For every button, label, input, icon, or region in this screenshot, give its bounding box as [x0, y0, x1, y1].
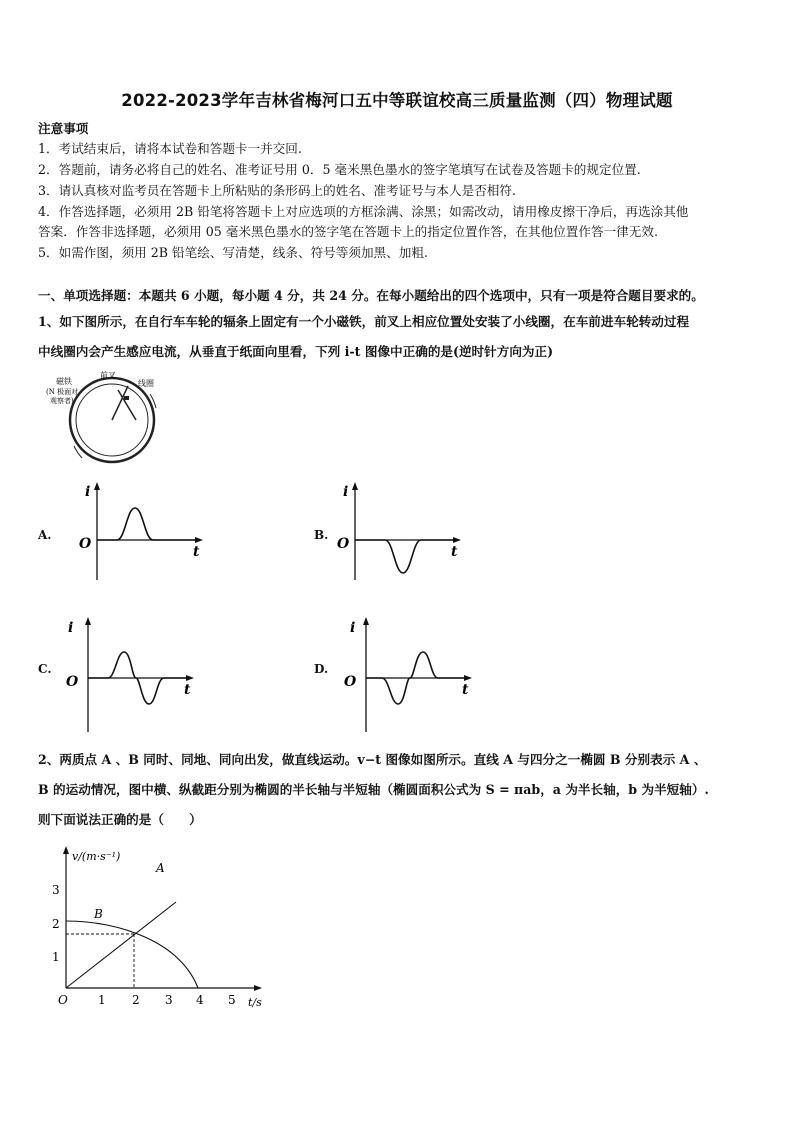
question-2-line1: 2、两质点 A 、B 同时、同地、同向出发，做直线运动。v−t 图像如图所示。直线 A 与四分之一椭圆 B 分别表示 A 、: [38, 752, 707, 767]
notice-item: 答案．作答非选择题，必须用 05 毫米黑色墨水的签字笔在答题卡上的指定位置作答，在其他位置作答一律无效.: [38, 224, 658, 239]
fork-label: 前叉: [100, 371, 116, 380]
current-pulse: [97, 508, 195, 540]
notice-item: 4．作答选择题，必须用 2B 铅笔将答题卡上对应选项的方框涂满、涂黑；如需改动，请用橡皮擦干净后，再选涂其他: [38, 204, 689, 219]
vt-graph: [40, 842, 280, 1014]
magnet: [124, 396, 129, 400]
y-tick: 2: [52, 917, 60, 931]
axis-t: t: [184, 682, 191, 698]
y-tick: 1: [52, 950, 60, 964]
option-b-graph: [333, 478, 473, 588]
magnet-note: 观察者): [50, 397, 74, 405]
axis-i: i: [350, 620, 356, 636]
axis-t: t: [193, 544, 200, 560]
label-b: B: [94, 907, 103, 921]
notice-heading: 注意事项: [38, 121, 89, 136]
y-tick: 3: [52, 883, 60, 897]
notice-item: 2．答题前，请务必将自己的姓名、准考证号用 0．5 毫米黑色墨水的签字笔填写在试卷及答题卡的规定位置.: [38, 162, 641, 177]
option-c-label: C.: [38, 662, 52, 676]
coil-label: 线圈: [138, 379, 154, 388]
x-axis-label: t/s: [248, 996, 262, 1009]
x-tick: 4: [196, 993, 204, 1007]
notice-item: 3．请认真核对监考员在答题卡上所粘贴的条形码上的姓名、准考证号与本人是否相符.: [38, 183, 516, 198]
option-a-graph: [75, 478, 215, 588]
magnet-label: 磁铁: [56, 377, 72, 386]
axis-t: t: [462, 682, 469, 698]
notice-item: 1．考试结束后，请将本试卷和答题卡一并交回.: [38, 141, 302, 156]
question-2-line3: 则下面说法正确的是（ ）: [38, 812, 202, 827]
current-pulse: [355, 540, 453, 573]
page-title: 2022-2023学年吉林省梅河口五中等联谊校高三质量监测（四）物理试题: [121, 91, 673, 110]
option-a-label: A.: [38, 528, 52, 542]
current-pulse: [88, 652, 186, 704]
origin-label: O: [58, 993, 68, 1007]
origin-label: O: [79, 536, 92, 552]
question-2-line2: B 的运动情况，图中横、纵截距分别为椭圆的半长轴与半短轴（椭圆面积公式为 S = πab，a 为半长轴，b 为半短轴）.: [38, 782, 709, 797]
x-tick: 2: [132, 993, 140, 1007]
y-axis-label: v/(m·s⁻¹): [72, 850, 121, 863]
magnet-note: (N 极面对: [46, 388, 79, 396]
option-d-graph: [340, 612, 480, 742]
x-tick: 3: [165, 993, 173, 1007]
option-c-graph: [62, 612, 202, 742]
x-tick: 5: [228, 993, 236, 1007]
front-fork: [118, 390, 136, 420]
option-d-label: D.: [314, 662, 329, 676]
option-b-label: B.: [314, 528, 329, 542]
question-1-line1: 1、如下图所示，在自行车车轮的辐条上固定有一个小磁铁，前叉上相应位置处安装了小线圈，在车前进车轮转动过程: [38, 314, 690, 329]
axis-i: i: [85, 484, 91, 500]
label-a: A: [156, 861, 165, 875]
axis-i: i: [343, 484, 349, 500]
notice-item: 5．如需作图，须用 2B 铅笔绘、写清楚，线条、符号等须加黑、加粗.: [38, 245, 428, 260]
origin-label: O: [337, 536, 350, 552]
axis-i: i: [68, 620, 74, 636]
x-tick: 1: [98, 993, 106, 1007]
origin-label: O: [344, 674, 357, 690]
section-heading: 一、单项选择题：本题共 6 小题，每小题 4 分，共 24 分。在每小题给出的四个选项中，只有一项是符合题目要求的。: [38, 288, 704, 303]
axis-t: t: [451, 544, 458, 560]
ellipse-b: [66, 921, 198, 988]
bicycle-wheel-figure: [38, 368, 168, 468]
question-1-line2: 中线圈内会产生感应电流，从垂直于纸面向里看，下列 i-t 图像中正确的是(逆时针方向为正): [38, 344, 554, 359]
origin-label: O: [66, 674, 79, 690]
